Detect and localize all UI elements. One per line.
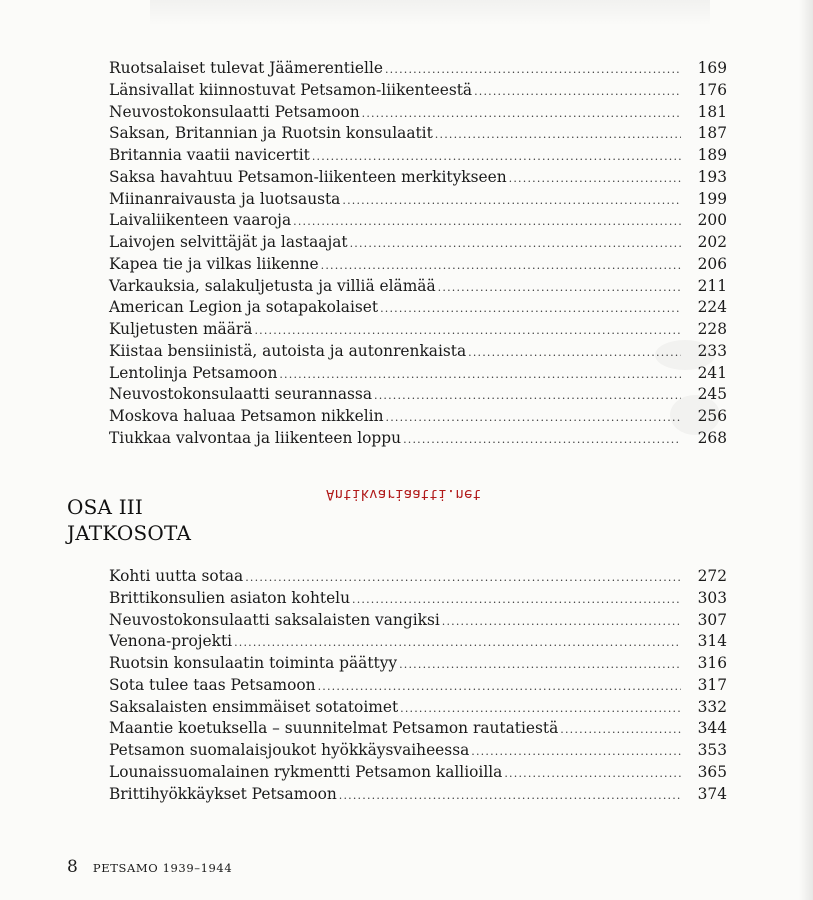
toc-entry-page: 374	[697, 784, 727, 803]
toc-entry	[109, 276, 727, 298]
toc-dot-leader	[279, 364, 681, 386]
toc-entry-title: Maantie koetuksella – suunnitelmat Petsamon rautatiestä	[109, 719, 559, 738]
toc-entry-page: 365	[697, 762, 727, 781]
toc-entry-title: Varkauksia, salakuljetusta ja villiä elämää	[109, 276, 436, 295]
toc-dot-leader	[471, 741, 681, 763]
part-3-heading	[67, 494, 191, 546]
toc-entry-title: Tiukkaa valvontaa ja liikenteen loppu	[109, 428, 402, 447]
toc-entry	[109, 210, 727, 232]
toc-dot-leader	[342, 190, 681, 212]
toc-entry	[109, 167, 727, 189]
page-footer	[67, 857, 232, 877]
toc-entry-page: 314	[697, 632, 727, 651]
toc-entry-page: 317	[697, 675, 727, 694]
toc-entry-title: Saksan, Britannian ja Ruotsin konsulaatit	[109, 124, 433, 143]
toc-entry-title: American Legion ja sotapakolaiset	[109, 298, 379, 317]
toc-part-2-list	[109, 58, 727, 450]
toc-dot-leader	[400, 698, 681, 720]
toc-entry-title: Laivojen selvittäjät ja lastaajat	[109, 233, 348, 251]
toc-entry-title: Sota tulee taas Petsamoon	[109, 675, 316, 694]
toc-entry	[109, 145, 727, 167]
toc-entry-title: Saksalaisten ensimmäiset sotatoimet	[109, 697, 399, 716]
toc-entry	[109, 588, 727, 610]
toc-dot-leader	[362, 103, 681, 125]
toc-entry-title: Britannia vaatii navicertit	[109, 146, 310, 164]
toc-dot-leader	[350, 233, 681, 255]
toc-dot-leader	[504, 763, 681, 785]
toc-entry-title: Miinanraivausta ja luotsausta	[109, 189, 341, 208]
toc-entry	[109, 123, 727, 145]
toc-dot-leader	[403, 429, 681, 451]
toc-entry	[109, 406, 727, 428]
toc-entry	[109, 319, 727, 341]
toc-entry	[109, 675, 727, 697]
toc-entry	[109, 631, 727, 653]
toc-entry-page: 193	[697, 167, 727, 186]
toc-dot-leader	[339, 785, 681, 807]
toc-dot-leader	[321, 255, 681, 277]
part-3-title: JATKOSOTA	[67, 521, 192, 545]
toc-entry-title: Lentolinja Petsamoon	[109, 363, 278, 382]
toc-entry	[109, 384, 727, 406]
toc-entry-page: 241	[697, 363, 727, 382]
toc-entry	[109, 58, 727, 80]
toc-entry-title: Neuvostokonsulaatti saksalaisten vangiksi	[109, 610, 440, 629]
toc-entry-page: 187	[697, 124, 727, 143]
toc-entry-page: 199	[697, 189, 727, 208]
toc-entry	[109, 297, 727, 319]
toc-entry-page: 256	[697, 407, 727, 425]
toc-entry	[109, 762, 727, 784]
toc-entry-title: Moskova haluaa Petsamon nikkelin	[109, 407, 384, 425]
toc-entry-page: 169	[697, 59, 727, 77]
toc-entry-page: 303	[697, 588, 727, 607]
toc-dot-leader	[312, 146, 681, 168]
toc-entry	[109, 653, 727, 675]
page-number: 8	[67, 857, 78, 877]
toc-dot-leader	[385, 59, 681, 81]
toc-entry-title: Ruotsalaiset tulevat Jäämerentielle	[109, 59, 383, 77]
toc-entry	[109, 189, 727, 211]
toc-entry-page: 268	[697, 428, 727, 447]
running-head: PETSAMO 1939–1944	[92, 861, 233, 875]
toc-dot-leader	[435, 124, 681, 146]
toc-entry	[109, 610, 727, 632]
toc-dot-leader	[254, 320, 681, 342]
toc-entry-page: 307	[697, 610, 727, 629]
toc-entry-page: 202	[697, 233, 727, 251]
toc-entry	[109, 341, 727, 363]
toc-entry-title: Saksa havahtuu Petsamon-liikenteen merkitykseen	[109, 167, 507, 186]
toc-dot-leader	[560, 719, 681, 741]
toc-entry-page: 245	[697, 385, 727, 404]
toc-entry	[109, 80, 727, 102]
toc-entry-title: Neuvostokonsulaatti Petsamoon	[109, 102, 360, 121]
toc-entry	[109, 254, 727, 276]
toc-dot-leader	[442, 611, 681, 633]
toc-entry	[109, 784, 727, 806]
toc-dot-leader	[293, 211, 681, 233]
toc-entry	[109, 232, 727, 254]
toc-entry-title: Kapea tie ja vilkas liikenne	[109, 254, 319, 273]
toc-entry-page: 228	[697, 320, 727, 338]
toc-entry-page: 353	[697, 741, 727, 759]
toc-dot-leader	[399, 654, 681, 676]
toc-entry-title: Länsivallat kiinnostuvat Petsamon-liikenteestä	[109, 80, 473, 99]
toc-entry	[109, 428, 727, 450]
toc-dot-leader	[234, 632, 681, 654]
toc-entry-page: 176	[697, 80, 727, 99]
toc-entry-page: 224	[697, 298, 727, 317]
toc-entry	[109, 102, 727, 124]
toc-entry	[109, 697, 727, 719]
toc-entry-page: 272	[697, 567, 727, 585]
toc-dot-leader	[468, 342, 681, 364]
toc-entry	[109, 566, 727, 588]
toc-entry-title: Brittihyökkäykset Petsamoon	[109, 784, 337, 803]
toc-entry-page: 332	[697, 697, 727, 716]
toc-dot-leader	[245, 567, 681, 589]
toc-entry-title: Venona-projekti	[109, 632, 233, 651]
toc-entry-title: Petsamon suomalaisjoukot hyökkäysvaiheessa	[109, 741, 470, 759]
part-3-label: OSA III	[67, 495, 143, 519]
toc-dot-leader	[380, 298, 681, 320]
toc-entry-page: 200	[697, 211, 727, 230]
antikvariaatti-watermark: Antikvariaatti.net	[326, 486, 482, 502]
toc-entry-page: 189	[697, 146, 727, 164]
toc-entry-title: Lounaissuomalainen rykmentti Petsamon kallioilla	[109, 762, 503, 781]
toc-entry-title: Brittikonsulien asiaton kohtelu	[109, 588, 351, 607]
page-edge-shadow	[799, 0, 813, 900]
toc-dot-leader	[474, 81, 681, 103]
toc-dot-leader	[438, 277, 681, 299]
toc-dot-leader	[509, 168, 681, 190]
toc-entry-page: 233	[697, 341, 727, 360]
toc-part-3-list	[109, 566, 727, 805]
toc-entry-page: 181	[697, 102, 727, 121]
toc-entry-title: Neuvostokonsulaatti seurannassa	[109, 385, 372, 404]
toc-entry	[109, 363, 727, 385]
toc-entry-page: 206	[697, 254, 727, 273]
toc-entry-title: Kiistaa bensiinistä, autoista ja autonrenkaista	[109, 341, 467, 360]
toc-entry-title: Ruotsin konsulaatin toiminta päättyy	[109, 654, 398, 672]
toc-entry-title: Kohti uutta sotaa	[109, 567, 244, 585]
toc-entry-title: Kuljetusten määrä	[109, 320, 253, 338]
toc-dot-leader	[352, 589, 681, 611]
toc-entry	[109, 740, 727, 762]
toc-dot-leader	[386, 407, 682, 429]
toc-dot-leader	[318, 676, 681, 698]
toc-dot-leader	[374, 385, 681, 407]
toc-entry-page: 344	[697, 719, 727, 738]
toc-entry-title: Laivaliikenteen vaaroja	[109, 211, 292, 230]
toc-entry	[109, 718, 727, 740]
toc-entry-page: 211	[697, 276, 727, 295]
toc-entry-page: 316	[697, 654, 727, 672]
page-top-shadow	[150, 0, 710, 26]
